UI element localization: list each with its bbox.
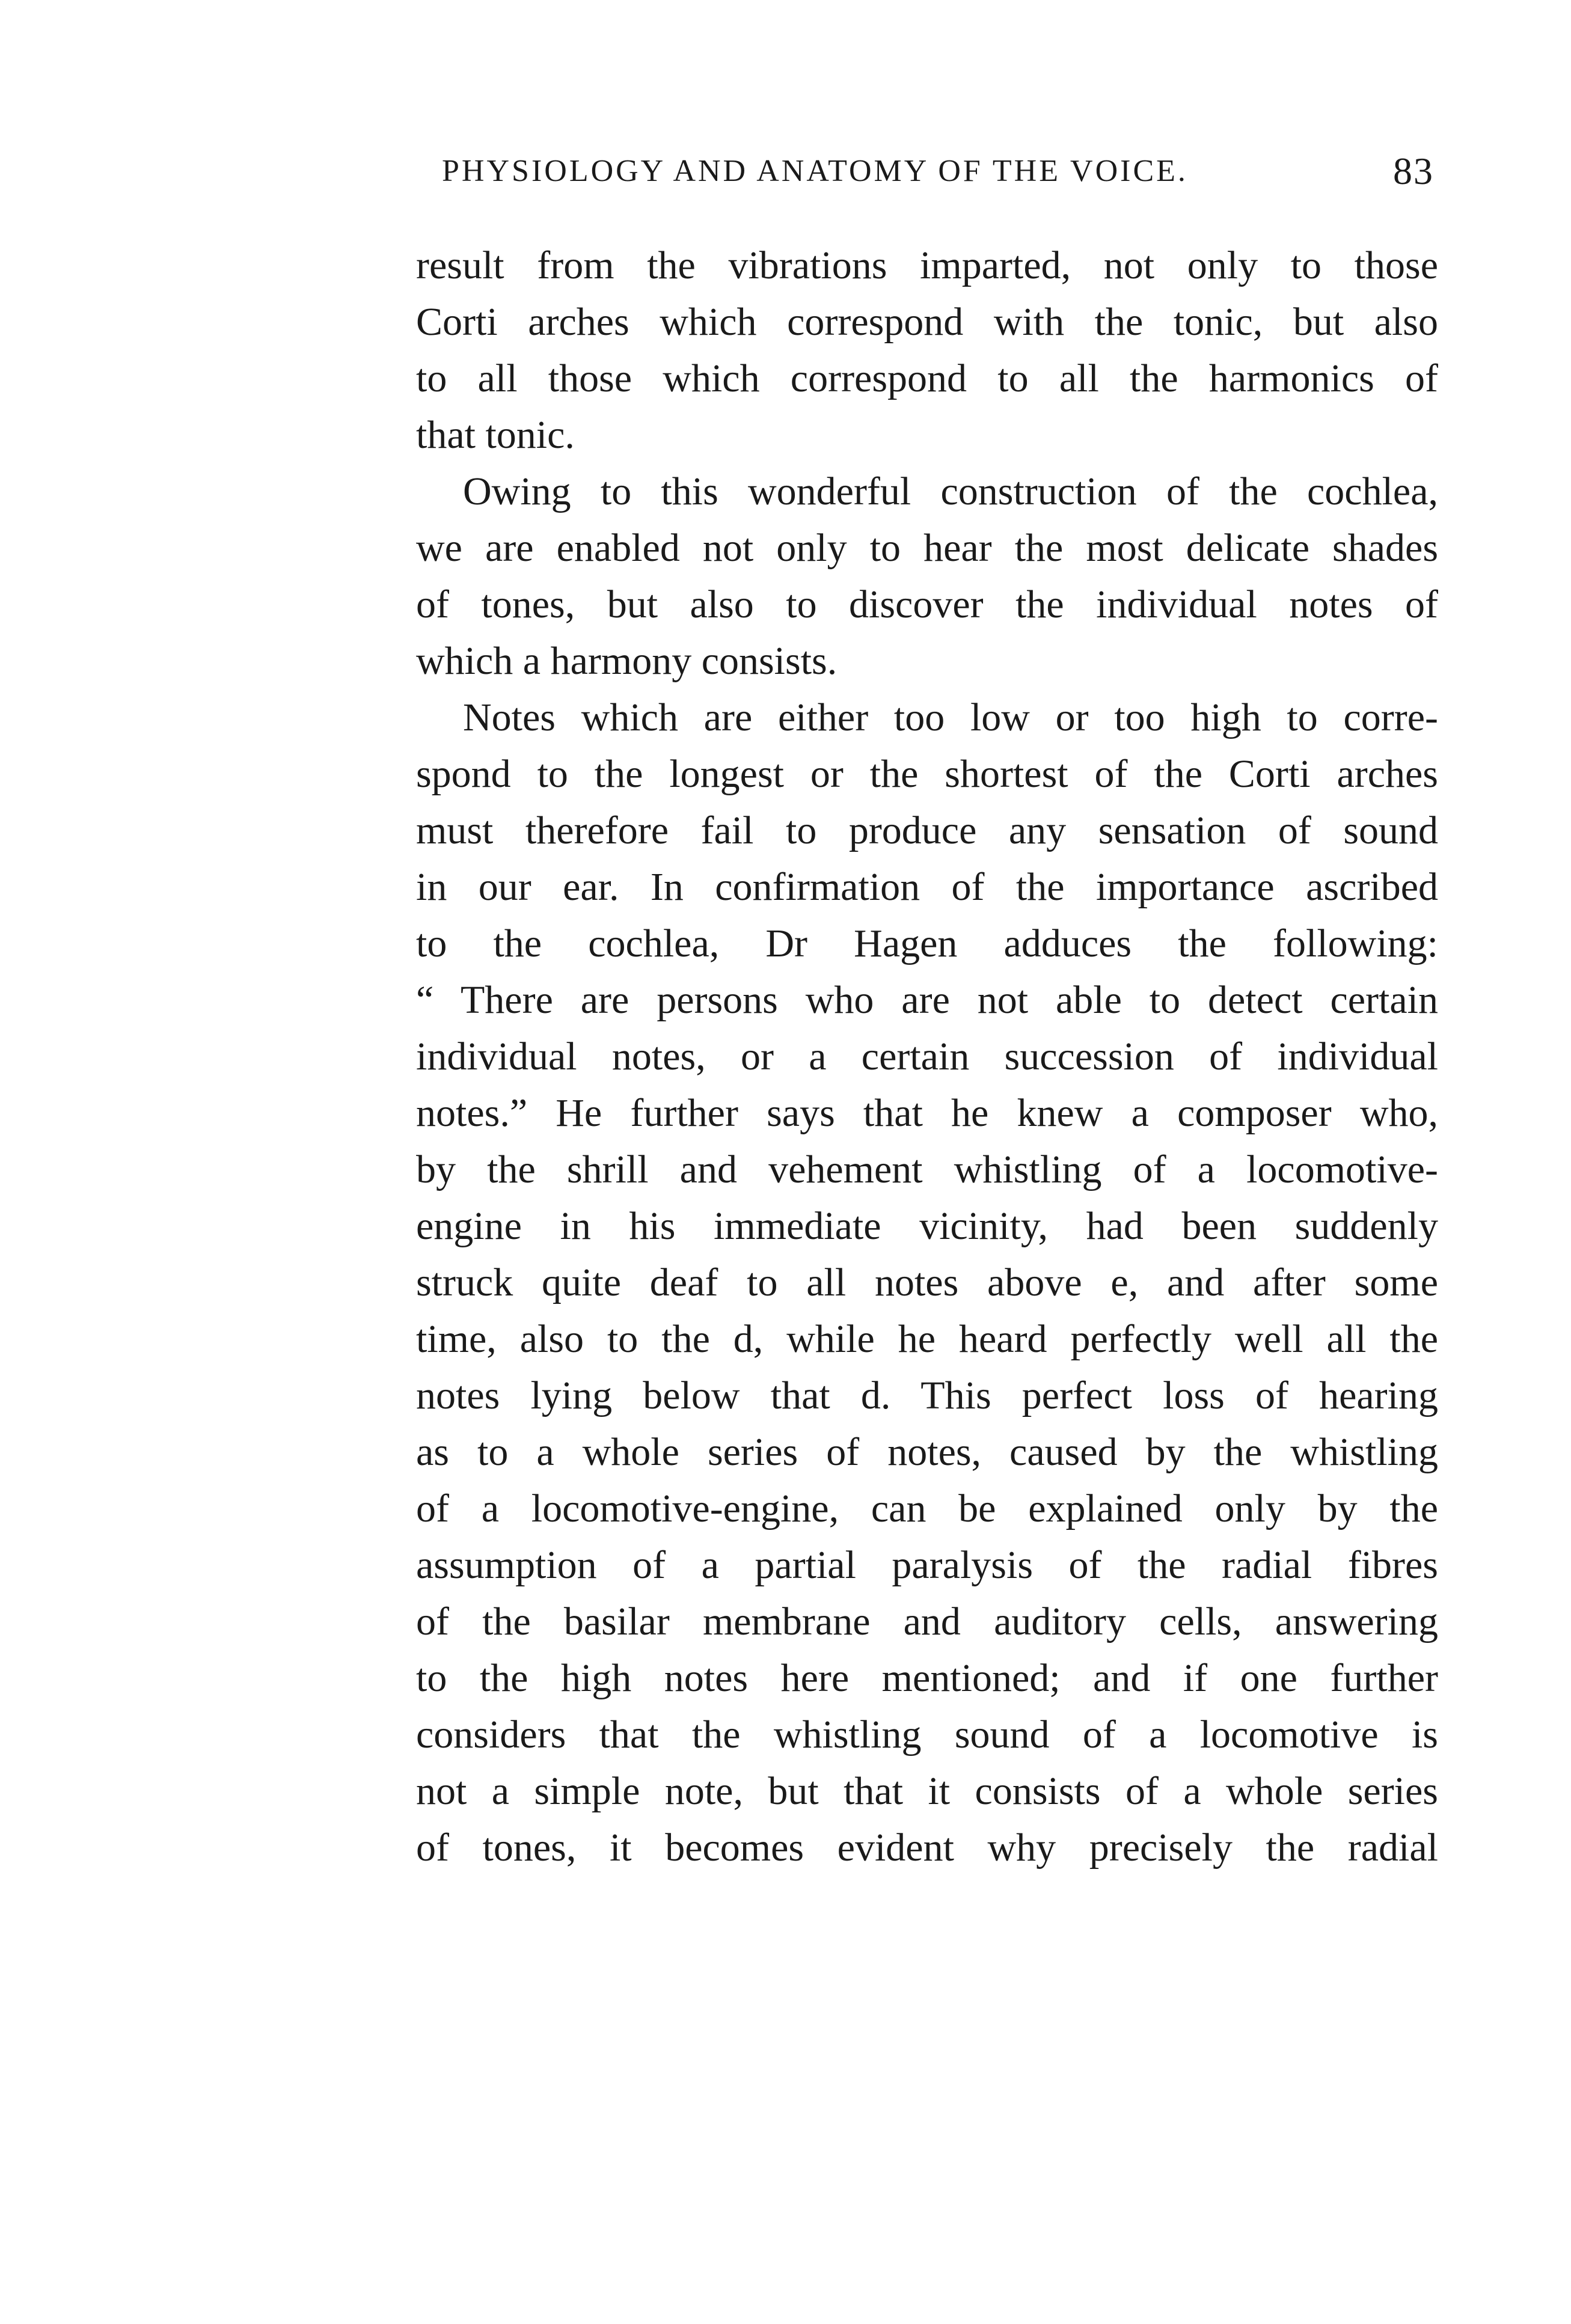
text-line: notes.” He further says that he knew a composer who, — [416, 1091, 1438, 1135]
text-line: of a locomotive-engine, can be explained only by the — [416, 1487, 1438, 1530]
text-line: by the shrill and vehement whistling of a locomotive- — [416, 1148, 1438, 1191]
text-line: must therefore fail to produce any sensation of sound — [416, 809, 1438, 852]
text-line: which a harmony consists. — [416, 639, 838, 683]
text-line: engine in his immediate vicinity, had been suddenly — [416, 1204, 1438, 1248]
text-line: “ There are persons who are not able to detect certain — [416, 978, 1438, 1022]
text-line: struck quite deaf to all notes above e, and after some — [416, 1261, 1438, 1304]
text-line: spond to the longest or the shortest of the Corti arches — [416, 752, 1438, 796]
paragraph-3 — [416, 690, 1438, 1876]
text-line: in our ear. In confirmation of the importance ascribed — [416, 865, 1438, 909]
text-line: Corti arches which correspond with the tonic, but also — [416, 300, 1438, 344]
running-title: PHYSIOLOGY AND ANATOMY OF THE VOICE. — [442, 154, 1188, 188]
text-line: to all those which correspond to all the harmonics of — [416, 356, 1438, 400]
text-line: we are enabled not only to hear the most delicate shades — [416, 526, 1438, 570]
text-line: to the high notes here mentioned; and if one further — [416, 1656, 1438, 1700]
text-line: Notes which are either too low or too high to corre- — [463, 696, 1438, 739]
text-line: not a simple note, but that it consists of a whole series — [416, 1769, 1438, 1813]
text-line: notes lying below that d. This perfect loss of hearing — [416, 1374, 1438, 1417]
text-line: to the cochlea, Dr Hagen adduces the following: — [416, 922, 1438, 965]
paragraph-1 — [416, 237, 1438, 463]
text-line: as to a whole series of notes, caused by the whistling — [416, 1430, 1438, 1474]
body-text — [416, 237, 1438, 1876]
text-line: that tonic. — [416, 413, 575, 457]
text-line: assumption of a partial paralysis of the radial fibres — [416, 1543, 1438, 1587]
text-line: result from the vibrations imparted, not only to those — [416, 243, 1438, 287]
text-line: of the basilar membrane and auditory cells, answering — [416, 1600, 1438, 1644]
text-line: individual notes, or a certain succession of individual — [416, 1035, 1438, 1078]
text-line: time, also to the d, while he heard perfectly well all the — [416, 1317, 1438, 1361]
running-head — [442, 141, 1434, 201]
text-line: of tones, but also to discover the individual notes of — [416, 583, 1438, 626]
text-line: Owing to this wonderful construction of the cochlea, — [463, 469, 1438, 513]
page-number: 83 — [1393, 150, 1434, 192]
text-line: of tones, it becomes evident why precisely the radial — [416, 1826, 1438, 1870]
text-line: considers that the whistling sound of a locomotive is — [416, 1713, 1438, 1757]
paragraph-2 — [416, 463, 1438, 690]
